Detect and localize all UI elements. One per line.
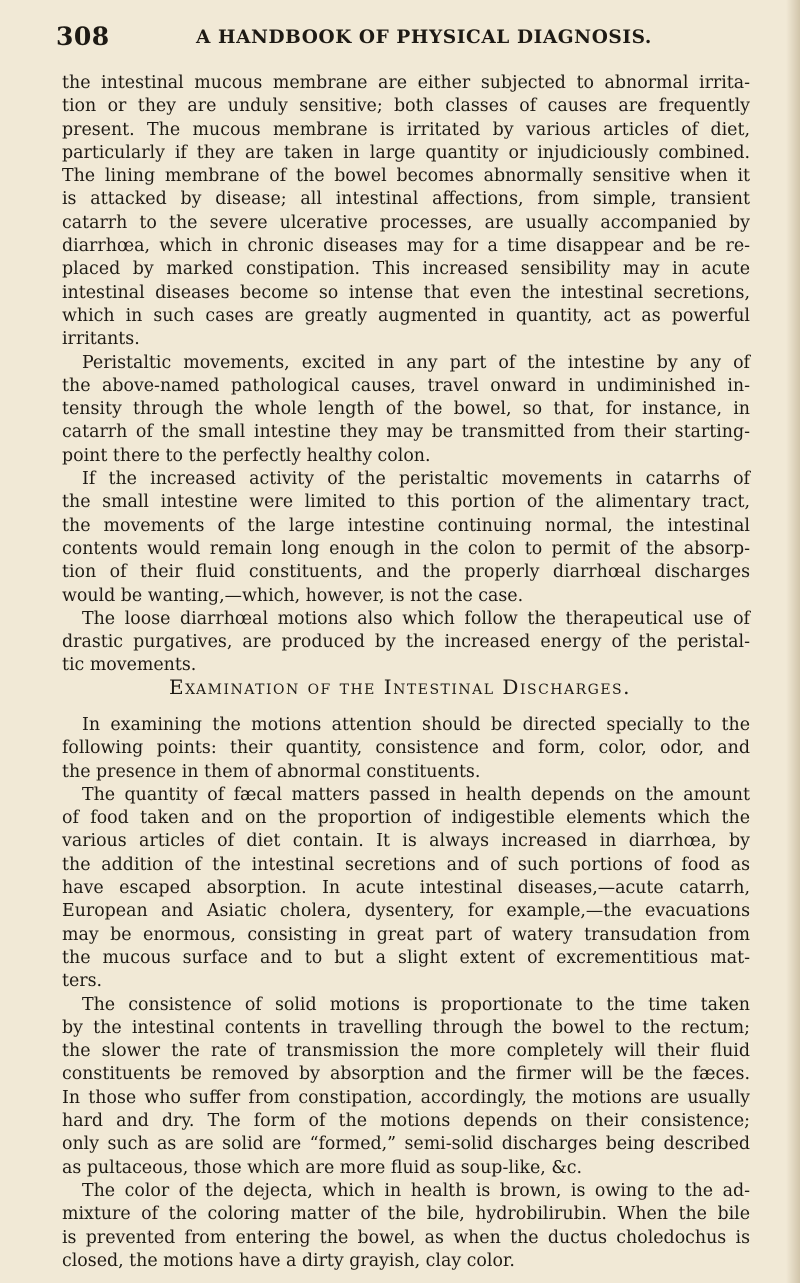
text-line: the small intestine were limited to this portion of the alimentary tract, [62,492,750,513]
text-line: which in such cases are greatly augmented in quantity, act as powerful [62,305,750,326]
body-text-block-2 [62,714,750,1273]
body-text-block-1 [62,72,750,678]
text-line: of food taken and on the proportion of indigestible elements which the [62,808,750,829]
text-line: particularly if they are taken in large quantity or injudiciously combined. [62,142,750,163]
text-line: placed by marked constipation. This increased sensibility may in acute [62,259,750,280]
text-line: point there to the perfectly healthy colon. [62,445,431,466]
text-line: the presence in them of abnormal constituents. [62,761,481,782]
text-line: have escaped absorption. In acute intestinal diseases,—acute catarrh, [62,878,750,899]
section-heading: Examination of the Intestinal Discharges. [168,675,632,699]
text-line: present. The mucous membrane is irritated by various articles of diet, [62,119,750,140]
text-line: irritants. [62,329,140,350]
text-line: The color of the dejecta, which in health is brown, is owing to the ad- [82,1180,750,1201]
text-line: tion or they are unduly sensitive; both classes of causes are frequently [62,96,750,117]
text-line: drastic purgatives, are produced by the increased energy of the peristal- [62,632,750,653]
text-line: closed, the motions have a dirty grayish, clay color. [62,1250,515,1271]
text-line: by the intestinal contents in travelling through the bowel to the rectum; [62,1017,750,1038]
text-line: catarrh to the severe ulcerative processes, are usually accompanied by [62,212,750,233]
page-number: 308 [56,22,110,51]
text-line: tion of their fluid constituents, and the properly diarrhœal discharges [62,562,750,583]
page-edge-shadow [786,0,800,1283]
text-line: In examining the motions attention should be directed specially to the [82,715,750,735]
page-header [56,22,746,56]
text-line: tensity through the whole length of the bowel, so that, for instance, in [62,399,750,420]
text-line: ters. [62,971,103,992]
text-line: intestinal diseases become so intense that even the intestinal secretions, [62,282,750,303]
text-line: Peristaltic movements, excited in any part of the intestine by any of [82,352,750,373]
text-line: mixture of the coloring matter of the bile, hydrobilirubin. When the bile [62,1204,750,1225]
text-line: The lining membrane of the bowel becomes abnormally sensitive when it [62,166,750,187]
text-line: various articles of diet contain. It is always increased in diarrhœa, by [62,831,750,852]
text-line: The consistence of solid motions is proportionate to the time taken [82,994,750,1015]
text-line: diarrhœa, which in chronic diseases may for a time disappear and be re- [62,236,750,257]
text-line: would be wanting,—which, however, is not the case. [62,585,524,606]
text-line: hard and dry. The form of the motions depends on their consistence; [62,1111,750,1132]
running-head: A HANDBOOK OF PHYSICAL DIAGNOSIS. [196,27,652,48]
text-line: the intestinal mucous membrane are either subjected to abnormal irrita- [62,73,750,93]
text-line: the above-named pathological causes, travel onward in undiminished in- [62,375,750,396]
text-line: may be enormous, consisting in great part of watery transudation from [62,924,750,945]
text-line: European and Asiatic cholera, dysentery, for example,—the evacuations [62,901,750,922]
text-line: The quantity of fæcal matters passed in health depends on the amount [82,784,750,805]
text-line: If the increased activity of the peristaltic movements in catarrhs of [82,469,750,490]
text-line: as pultaceous, those which are more fluid as soup-like, &c. [62,1157,583,1178]
text-line: contents would remain long enough in the colon to permit of the absorp- [62,538,750,559]
text-line: tic movements. [62,655,197,676]
text-line: In those who suffer from constipation, accordingly, the motions are usually [62,1087,750,1108]
text-line: The loose diarrhœal motions also which follow the therapeutical use of [82,608,750,629]
text-line: constituents be removed by absorption and the firmer will be the fæces. [62,1064,750,1085]
text-line: catarrh of the small intestine they may be transmitted from their starting- [62,422,750,443]
text-line: is attacked by disease; all intestinal affections, from simple, transient [62,189,750,210]
text-line: the slower the rate of transmission the more completely will their fluid [62,1041,750,1062]
text-line: the addition of the intestinal secretions and of such portions of food as [62,854,750,875]
text-line: only such as are solid are “formed,” semi-solid discharges being described [62,1134,750,1155]
text-line: the movements of the large intestine continuing normal, the intestinal [62,515,750,536]
text-line: the mucous surface and to but a slight extent of excrementitious mat- [62,947,750,968]
text-line: following points: their quantity, consistence and form, color, odor, and [62,738,750,759]
text-line: is prevented from entering the bowel, as when the ductus choledochus is [62,1227,750,1248]
